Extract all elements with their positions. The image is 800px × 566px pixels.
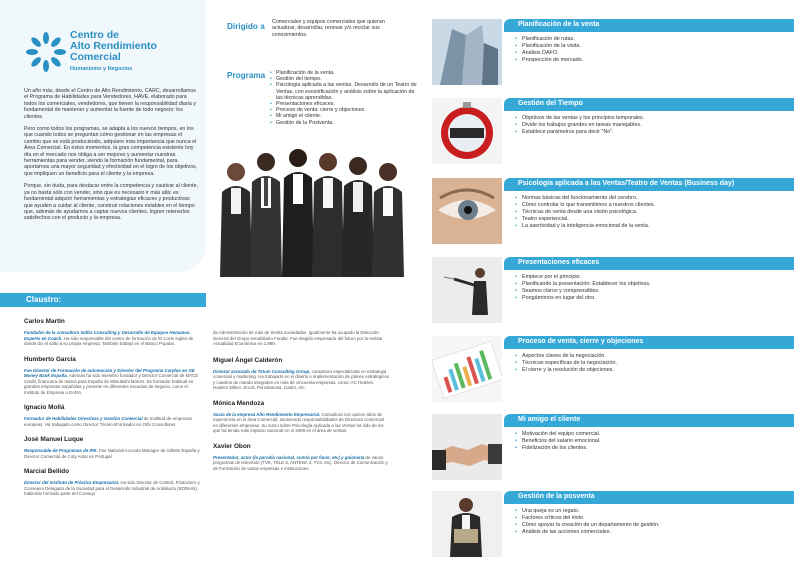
section-item: • Normas básicas del funcionamiento del cerebro. xyxy=(515,195,790,202)
handshake-photo-icon xyxy=(432,414,502,480)
section-title: Planificación de la venta xyxy=(518,21,600,28)
dirigido-heading: Dirigido a xyxy=(227,22,265,31)
intro-panel xyxy=(0,0,206,272)
intro-paragraph: Porque, sin duda, para destacar entre la competencia y cautivar al cliente, ya no basta sólo con vender, sino que es necesario ir más allá; es fundamental adquirir herramientas y estrategias eficaces y productivas que ayuden a cuidar al cliente, construir relaciones estables en el tiempo que, además de ayudarnos a captar nuevos clientes, logren retenerlos satisfechos con el producto y la empresa. xyxy=(24,183,199,222)
faculty-name: Marcial Bellido xyxy=(24,468,70,475)
faculty-member xyxy=(213,357,389,391)
section-item: • Planificación de rutas. xyxy=(515,36,790,43)
section-item: • El cierre y la resolución de objeciones. xyxy=(515,367,790,374)
section-title: Gestión de la posventa xyxy=(518,493,595,500)
brand-line-3: Comercial xyxy=(70,51,121,63)
faculty-bio: Fundador de la consultora Selfar Consulting y Desarrollo de Equipos Humanos. Experto en Coach. Ha sido responsable del centro de formación de El Corte Inglés de donde dio el salto a su propia empresa. También trabajó en el Banco Popular. xyxy=(24,330,194,346)
section-item: • Fidelización de los clientes. xyxy=(515,445,790,452)
programa-item: • Gestión del tiempo. xyxy=(270,76,420,82)
section-header xyxy=(504,257,794,270)
stopwatch-photo-icon xyxy=(432,98,502,164)
faculty-bio: Director del Instituto de Práctica Empresarial. Ha sido Director de Control, Financiero y Consejero Delegado de la Sociedad para el Desarrollo Industrial de Andalucía (SODIAN), habiendo formado parte del Consejo xyxy=(24,480,200,496)
faculty-column-1 xyxy=(24,318,200,506)
section-header xyxy=(504,491,794,504)
faculty-member-continued xyxy=(213,330,389,347)
section-header xyxy=(504,19,794,32)
section-list xyxy=(515,431,790,452)
faculty-column-2 xyxy=(213,330,389,480)
section-item: • Análisis de las acciones comerciales. xyxy=(515,529,790,536)
faculty-member xyxy=(24,356,200,396)
section-item: • Aspectos claves de la negociación. xyxy=(515,353,790,360)
section-item: • Prospección de mercado. xyxy=(515,57,790,64)
faculty-member xyxy=(24,318,200,347)
faculty-bio: Formador de Habilidades Directivas y Gestión Comercial de multitud de empresas europeas. Ha trabajado como Director Técnico/Formador en Orbi Consultores. xyxy=(24,416,192,427)
faculty-bio: Presentador, actor (la parodia nacional, sonría por favor, etc) y guionista de varios programas de televisión (TVE, TELE 5, ANTENA 3, TV3, etc). Director de Comunicación y de Formación de varias empresas e instituciones. xyxy=(213,454,388,471)
programa-item: • Gestión de la Postventa. xyxy=(270,120,420,126)
section-header xyxy=(504,336,794,349)
section-presentaciones xyxy=(432,257,794,323)
faculty-name: Xavier Obon xyxy=(213,442,251,450)
brand-line-1: Centro de xyxy=(70,29,120,41)
section-title: Proceso de venta, cierre y objeciones xyxy=(518,338,644,345)
brand-tagline: Humanismo y Negocios xyxy=(70,66,133,72)
programa-heading: Programa xyxy=(227,71,266,80)
section-title: Mi amigo el cliente xyxy=(518,416,581,423)
section-list xyxy=(515,508,790,536)
section-item: • Técnicas de venta desde una visión psicológica. xyxy=(515,209,790,216)
section-gestion-tiempo xyxy=(432,98,794,164)
faculty-member xyxy=(24,468,200,497)
logo-icon xyxy=(24,30,68,74)
section-item: • Motivación del equipo comercial. xyxy=(515,431,790,438)
intro-text xyxy=(24,88,200,228)
section-item: • Objetivos de las ventas y los principios temporales. xyxy=(515,115,790,122)
faculty-bio: Responsable de Programas de IPE. Fue National Account Manager de Gillette España y Director Comercial de Coty Astor en Portugal. xyxy=(24,448,200,459)
section-title: Presentaciones eficaces xyxy=(518,259,600,266)
faculty-member xyxy=(24,404,200,427)
faculty-bio: de Administración de más de treinta sociedades. Igualmente ha ocupado la Dirección General del Grupo Inmobiliario Fundar. Fue elegido empresario del futuro por la revista Actualidad Económica en 1.989. xyxy=(213,330,383,346)
section-item: • Una queja es un regalo. xyxy=(515,508,790,515)
faculty-name: Miguel Ángel Calderón xyxy=(213,356,283,364)
programa-item: • Proceso de venta: cierre y objeciones. xyxy=(270,107,420,113)
section-item: • Técnicas específicas de la negociación. xyxy=(515,360,790,367)
section-list xyxy=(515,274,790,302)
section-item: • Establece parámetros para decir "No". xyxy=(515,129,790,136)
brand-block xyxy=(70,30,202,72)
faculty-member xyxy=(213,443,389,472)
faculty-name: Mónica Mendoza xyxy=(213,399,265,407)
section-psicologia xyxy=(432,178,794,244)
section-item: • Seamos claros y comprensibles. xyxy=(515,288,790,295)
business-team-photo xyxy=(214,122,410,277)
section-posventa xyxy=(432,491,794,557)
faculty-member xyxy=(24,436,200,459)
section-title: Gestión del Tiempo xyxy=(518,100,583,107)
section-planificacion xyxy=(432,19,794,85)
faculty-bio: Director asociado de Tatum Consulting Group, consultora especializada en estrategia comercial y marketing. Ha trabajado en el diseño e implementación de planes estratégicos y cuadros de mando integrales en más de cincuenta empresas, como: AC Hoteles, Hoteles Silken, Ercoli, Porcelanosa, Lladró, etc. xyxy=(213,368,389,390)
claustro-title: Claustro: xyxy=(26,295,62,304)
brand-line-2: Alto Rendimiento xyxy=(70,40,157,52)
programa-item: • Mi amigo el cliente. xyxy=(270,113,420,119)
intro-paragraph: Un año más, desde el Centro de Alto Rendimiento, CARC, desarrollamos el Programa de Habilidades para Vendedores, HAVE, elaborado para todos los comerciales, vendedores, que tienen la responsabilidad diaria y fundamental de mantener y aumentar la fuente de todo negocio: los clientes. xyxy=(24,88,196,120)
eye-photo-icon xyxy=(432,178,502,244)
faculty-name: José Manuel Luque xyxy=(24,436,84,443)
claustro-header xyxy=(0,293,206,307)
section-item: • Beneficios del salario emocional. xyxy=(515,438,790,445)
section-list xyxy=(515,36,790,64)
section-header xyxy=(504,414,794,427)
section-title: Psicología aplicada a las Ventas/Teatro de Ventas (Business day) xyxy=(518,180,735,187)
section-item: • Cómo controlar lo que transmitimos a nuestros clientes. xyxy=(515,202,790,209)
section-list xyxy=(515,353,790,374)
section-item: • Planificación de la visita. xyxy=(515,43,790,50)
section-item: • Análisis DAFO. xyxy=(515,50,790,57)
section-item: • Divide los trabajos grandes en tareas manejables. xyxy=(515,122,790,129)
section-proceso-venta xyxy=(432,336,794,402)
faculty-member xyxy=(213,400,389,434)
programa-item: • Presentaciones eficaces. xyxy=(270,101,420,107)
section-mi-amigo xyxy=(432,414,794,480)
section-item: • Factores críticos del éxito. xyxy=(515,515,790,522)
programa-item: • Planificación de la venta. xyxy=(270,70,420,76)
programa-item: • Psicología aplicada a las ventas. Desarrollo de un Teatro de Ventas, con escenificación y análisis sobre la aplicación de las técnicas aprendidas. xyxy=(270,82,420,101)
intro-paragraph: Pero como todos los programas, se adapta a los nuevos tiempos, en los que cuando todos se preguntan cómo gestionar en las empresas el cambio que se está produciendo, adquiere más importancia que nunca el Área Comercial. En estos momentos, la gran competencia existente hoy día en el mercado nos obliga a ser mejores y aumentar nuestras herramientas para vender, siendo la formación fundamental, para aportarnos una mayor seguridad y efectividad en el logro de los objetivos, que impliquen un beneficio para el cliente y la empresa. xyxy=(24,126,198,177)
faculty-bio: Socia de la empresa Alto Rendimiento Empresarial. Consultora con quince años de experiencia en el área Comercial, asumiendo responsabilidades de Directora Comercial en diferentes empresas. Su curso sobre Psicología Aplicada a las Ventas ha sido de los que ha tenido más impacto nacional en el 2008 en el área de ventas. xyxy=(213,411,384,433)
dirigido-text: Comerciales y equipos comerciales que quieran actualizar, desarrollar, renovar y/o reciclar sus conocimientos. xyxy=(272,19,385,38)
businessman-photo-icon xyxy=(432,491,502,557)
section-item: • Cómo apoyar la creación de un departamento de gestión. xyxy=(515,522,790,529)
faculty-name: Ignacio Mollá xyxy=(24,404,65,411)
section-header xyxy=(504,178,794,191)
section-item: • Empiece por el principio. xyxy=(515,274,790,281)
section-item: • Planificando la presentación: Establecer los objetivos. xyxy=(515,281,790,288)
chart-photo-icon xyxy=(432,336,502,402)
section-list xyxy=(515,115,790,136)
faculty-name: Humberto García xyxy=(24,355,76,363)
buildings-photo-icon xyxy=(432,19,502,85)
programa-list xyxy=(270,70,420,126)
presenter-photo-icon xyxy=(432,257,502,323)
section-item: • Pongámonos en lugar del otro. xyxy=(515,295,790,302)
section-header xyxy=(504,98,794,111)
section-item: • Teatro experiencial. xyxy=(515,216,790,223)
section-item: • La asertividad y la inteligencia emocional de la venta. xyxy=(515,223,790,230)
faculty-name: Carlos Martín xyxy=(24,318,65,325)
faculty-bio: Fue Director de Formación de automoción y Director del Programa Carplus en GE Money Bank España. Además ha sido miembro fundador y Director Comercial de MACE Credit, financiera de marca para España de Mitsubishi Motors. Es formador habitual en grandes empresas españolas y ponente en diferentes escuelas de negocio, como el Instituto de Empresa o EADA. xyxy=(24,367,199,395)
section-list xyxy=(515,195,790,230)
